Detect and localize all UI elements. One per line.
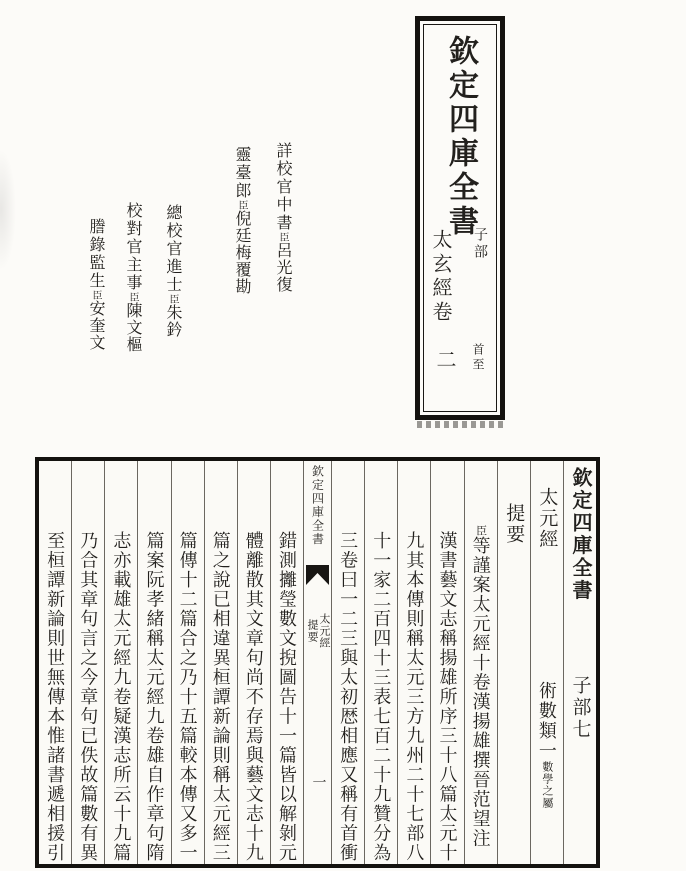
official-name: 呂光復 <box>274 242 291 293</box>
official-suffix: 覆勘 <box>233 261 250 295</box>
official-role: 靈臺郎 <box>233 146 250 200</box>
banner-volume-number: 二 <box>433 349 455 369</box>
body-column <box>430 461 463 864</box>
body-column <box>171 461 204 864</box>
banner-title: 欽定四庫全書 <box>444 35 477 239</box>
title-banner <box>415 16 505 420</box>
book-title: 太元經 <box>536 487 558 550</box>
body-text: 錯測攡瑩數文掜圖告十一篇皆以解剝元 <box>276 531 297 863</box>
body-column <box>71 461 104 864</box>
sheet-section: 子部七 <box>569 675 591 741</box>
body-text <box>472 525 490 848</box>
body-column <box>204 461 237 864</box>
official-role: 詳校官中書 <box>274 142 291 232</box>
center-header: 欽定四庫全書 <box>310 465 325 546</box>
book-category <box>538 681 556 809</box>
body-text: 篇案阮孝緒稱太元經九卷雄自作章句隋 <box>144 531 165 863</box>
body-text: 至桓譚新論則世無傳本惟諸書遞相援引 <box>45 531 66 863</box>
sheet-header: 欽定四庫全書 <box>568 467 591 602</box>
official-name: 倪廷梅 <box>233 210 250 261</box>
body-column <box>39 461 71 864</box>
official-role: 校對官主事 <box>124 202 141 292</box>
abstract-page <box>35 457 600 868</box>
official-column-collator <box>116 202 140 353</box>
column-header <box>563 461 596 864</box>
body-column <box>464 461 497 864</box>
official-column-chief-collator <box>156 204 180 338</box>
official-honorific: 臣 <box>167 294 178 304</box>
official-column-proofreader <box>266 142 290 293</box>
body-line: 等謹案太元經十卷漢揚雄撰晉范望注 <box>470 536 491 848</box>
column-title <box>530 461 563 864</box>
fishtail-ornament-icon <box>306 565 329 585</box>
scan-smudge <box>417 421 504 428</box>
body-text: 漢書藝文志稱揚雄所序三十八篇太元十 <box>437 531 458 863</box>
body-text: 志亦載雄太元經九卷疑漢志所云十九篇 <box>111 531 132 863</box>
banner-category: 子部 <box>472 227 487 261</box>
body-prefix: 臣 <box>474 525 487 536</box>
official-role: 總校官進士 <box>164 204 181 294</box>
body-column <box>270 461 303 864</box>
official-role: 謄錄監生 <box>87 218 104 290</box>
title-banner-inner-frame <box>423 24 497 412</box>
body-text: 篇傳十二篇合之乃十五篇較本傳又多一 <box>177 531 198 863</box>
official-honorific: 臣 <box>90 290 101 300</box>
center-labels <box>304 613 331 673</box>
column-abstract-label <box>497 461 530 864</box>
body-column <box>364 461 397 864</box>
body-text: 體離散其文章句尚不存焉與藝文志十九 <box>243 531 264 863</box>
official-name: 安奎文 <box>87 300 104 351</box>
official-honorific: 臣 <box>236 200 247 210</box>
official-name: 朱鈐 <box>164 304 181 338</box>
official-column-copyist <box>79 218 103 351</box>
center-book-title: 太元經 <box>318 613 330 649</box>
category-main: 術數類一 <box>536 681 557 761</box>
category-note: 數學之屬 <box>540 761 553 809</box>
page-number: 一 <box>310 775 326 789</box>
body-column <box>331 461 364 864</box>
official-name: 陳文樞 <box>124 302 141 353</box>
body-text: 十一家二百四十三表七百二十九贊分為 <box>371 531 392 863</box>
official-column-reviewer <box>225 146 249 295</box>
center-abstract-label: 提要 <box>306 619 318 643</box>
body-column <box>104 461 137 864</box>
body-column <box>397 461 430 864</box>
banner-volume-range: 首至 <box>471 343 485 373</box>
center-fold-column <box>303 461 331 864</box>
body-column <box>237 461 270 864</box>
body-text: 三卷曰一二三與太初厯相應又稱有首衝 <box>338 531 359 863</box>
abstract-label: 提要 <box>503 503 525 545</box>
scan-blotch <box>0 150 16 270</box>
official-honorific: 臣 <box>127 292 138 302</box>
banner-volume: 太玄經卷 <box>429 229 451 325</box>
official-honorific: 臣 <box>277 232 288 242</box>
body-column <box>137 461 170 864</box>
body-text: 九其本傳則稱太元三方九州二十七部八 <box>404 531 425 863</box>
body-text: 乃合其章句言之今章句已佚故篇數有異 <box>78 531 99 863</box>
body-text: 篇之說已相違異桓譚新論則稱太元經三 <box>210 531 231 863</box>
